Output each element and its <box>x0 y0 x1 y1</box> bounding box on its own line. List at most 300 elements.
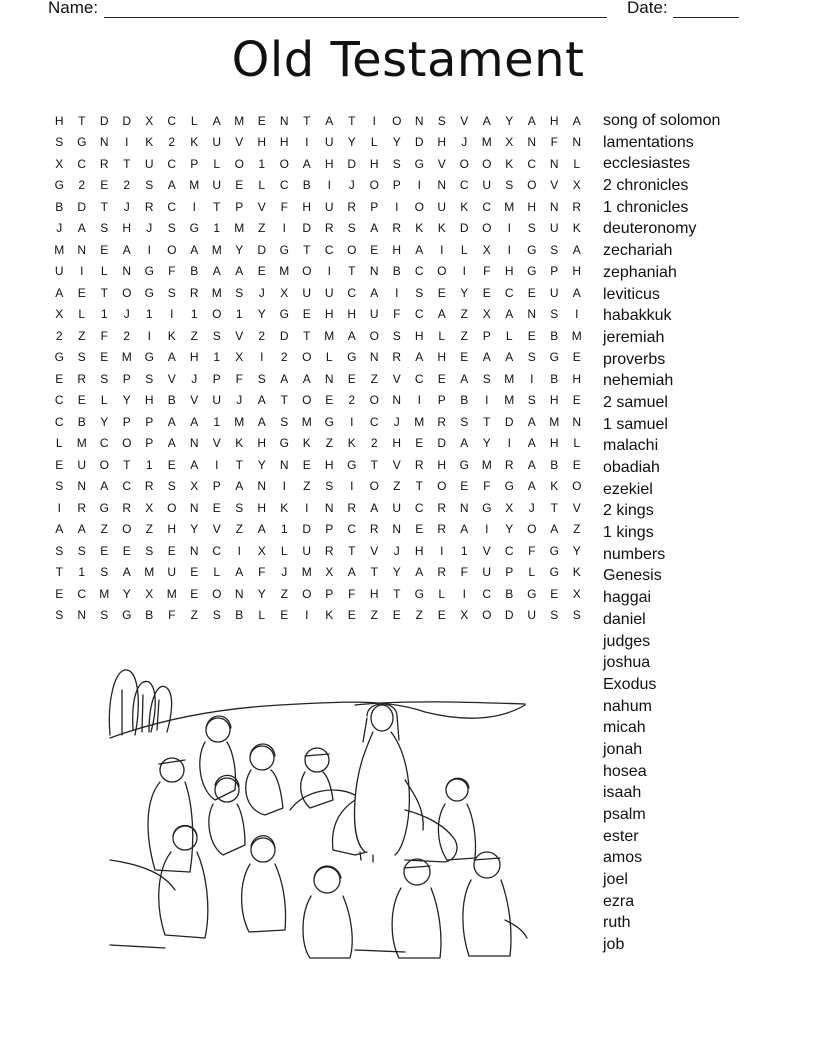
grid-letter[interactable]: D <box>77 199 87 214</box>
grid-letter[interactable]: S <box>100 371 109 386</box>
grid-letter[interactable]: C <box>122 479 132 494</box>
grid-letter[interactable]: A <box>415 565 424 580</box>
grid-letter[interactable]: D <box>459 221 469 236</box>
grid-letter[interactable]: H <box>324 307 334 322</box>
grid-letter[interactable]: Z <box>303 479 311 494</box>
grid-letter[interactable]: O <box>392 113 402 128</box>
grid-letter[interactable]: R <box>437 500 447 515</box>
grid-letter[interactable]: P <box>325 522 334 537</box>
grid-letter[interactable]: 2 <box>258 328 266 343</box>
grid-letter[interactable]: I <box>305 500 309 515</box>
grid-letter[interactable]: A <box>190 414 199 429</box>
grid-letter[interactable]: G <box>347 457 357 472</box>
grid-letter[interactable]: A <box>527 113 536 128</box>
grid-letter[interactable]: V <box>482 543 491 558</box>
grid-letter[interactable]: S <box>145 371 154 386</box>
grid-letter[interactable]: A <box>460 522 469 537</box>
grid-letter[interactable]: Z <box>415 608 423 623</box>
grid-letter[interactable]: I <box>170 307 174 322</box>
grid-letter[interactable]: U <box>302 285 312 300</box>
grid-letter[interactable]: A <box>505 307 514 322</box>
grid-letter[interactable]: K <box>460 199 469 214</box>
grid-letter[interactable]: L <box>438 586 446 601</box>
grid-letter[interactable]: N <box>572 135 582 150</box>
grid-letter[interactable]: N <box>189 436 199 451</box>
grid-letter[interactable]: S <box>167 479 176 494</box>
grid-letter[interactable]: I <box>282 221 286 236</box>
grid-letter[interactable]: A <box>415 350 424 365</box>
grid-letter[interactable]: H <box>527 199 537 214</box>
grid-letter[interactable]: T <box>123 156 131 171</box>
grid-letter[interactable]: I <box>125 135 129 150</box>
grid-letter[interactable]: U <box>144 156 154 171</box>
grid-letter[interactable]: A <box>235 264 244 279</box>
grid-letter[interactable]: G <box>279 436 289 451</box>
grid-letter[interactable]: G <box>527 242 537 257</box>
grid-letter[interactable]: A <box>235 479 244 494</box>
grid-letter[interactable]: H <box>369 156 379 171</box>
grid-letter[interactable]: L <box>258 608 266 623</box>
grid-letter[interactable]: E <box>235 178 244 193</box>
grid-letter[interactable]: O <box>122 436 132 451</box>
grid-letter[interactable]: S <box>55 608 64 623</box>
grid-letter[interactable]: A <box>572 285 581 300</box>
grid-letter[interactable]: A <box>55 285 64 300</box>
grid-letter[interactable]: L <box>325 350 333 365</box>
grid-letter[interactable]: H <box>347 307 357 322</box>
grid-letter[interactable]: B <box>550 328 559 343</box>
grid-letter[interactable]: P <box>370 199 379 214</box>
grid-letter[interactable]: Y <box>122 586 131 601</box>
grid-letter[interactable]: S <box>505 178 514 193</box>
grid-letter[interactable]: M <box>481 135 492 150</box>
grid-letter[interactable]: B <box>145 608 154 623</box>
grid-letter[interactable]: Y <box>100 414 109 429</box>
grid-letter[interactable]: X <box>505 135 514 150</box>
grid-letter[interactable]: S <box>437 113 446 128</box>
grid-letter[interactable]: A <box>100 479 109 494</box>
grid-letter[interactable]: A <box>527 414 536 429</box>
grid-letter[interactable]: I <box>57 500 61 515</box>
grid-letter[interactable]: C <box>99 436 109 451</box>
grid-letter[interactable]: H <box>324 457 334 472</box>
grid-letter[interactable]: 2 <box>370 436 378 451</box>
grid-letter[interactable]: O <box>167 242 177 257</box>
grid-letter[interactable]: P <box>437 393 446 408</box>
grid-letter[interactable]: R <box>77 500 87 515</box>
grid-letter[interactable]: L <box>190 113 198 128</box>
grid-letter[interactable]: X <box>460 608 469 623</box>
grid-letter[interactable]: A <box>257 393 266 408</box>
grid-letter[interactable]: E <box>415 436 424 451</box>
grid-letter[interactable]: V <box>392 457 401 472</box>
grid-letter[interactable]: E <box>482 285 491 300</box>
grid-letter[interactable]: O <box>369 328 379 343</box>
grid-letter[interactable]: G <box>189 221 199 236</box>
grid-letter[interactable]: C <box>414 500 424 515</box>
grid-letter[interactable]: R <box>324 221 334 236</box>
grid-letter[interactable]: A <box>325 113 334 128</box>
grid-letter[interactable]: D <box>347 156 357 171</box>
grid-letter[interactable]: C <box>324 242 334 257</box>
grid-letter[interactable]: M <box>234 113 245 128</box>
grid-letter[interactable]: C <box>414 307 424 322</box>
grid-letter[interactable]: E <box>77 285 86 300</box>
grid-letter[interactable]: X <box>145 586 154 601</box>
grid-letter[interactable]: N <box>527 135 537 150</box>
grid-letter[interactable]: E <box>100 178 109 193</box>
grid-letter[interactable]: P <box>550 264 559 279</box>
grid-letter[interactable]: H <box>549 393 559 408</box>
grid-letter[interactable]: B <box>392 264 401 279</box>
grid-letter[interactable]: R <box>324 543 334 558</box>
grid-letter[interactable]: C <box>414 371 424 386</box>
grid-letter[interactable]: Z <box>370 371 378 386</box>
grid-letter[interactable]: 1 <box>78 565 86 580</box>
grid-letter[interactable]: O <box>167 500 177 515</box>
grid-letter[interactable]: P <box>212 479 221 494</box>
grid-letter[interactable]: D <box>302 522 312 537</box>
grid-letter[interactable]: P <box>190 156 199 171</box>
grid-letter[interactable]: J <box>461 135 468 150</box>
grid-letter[interactable]: H <box>279 135 289 150</box>
grid-letter[interactable]: H <box>257 135 267 150</box>
grid-letter[interactable]: R <box>144 199 154 214</box>
grid-letter[interactable]: O <box>369 393 379 408</box>
grid-letter[interactable]: H <box>302 199 312 214</box>
grid-letter[interactable]: C <box>167 156 177 171</box>
grid-letter[interactable]: 1 <box>100 307 108 322</box>
grid-letter[interactable]: J <box>123 199 130 214</box>
grid-letter[interactable]: Y <box>235 242 244 257</box>
grid-letter[interactable]: H <box>437 350 447 365</box>
grid-letter[interactable]: S <box>145 543 154 558</box>
grid-letter[interactable]: J <box>281 565 288 580</box>
grid-letter[interactable]: A <box>55 522 64 537</box>
grid-letter[interactable]: M <box>571 328 582 343</box>
grid-letter[interactable]: H <box>437 457 447 472</box>
grid-letter[interactable]: F <box>258 565 266 580</box>
grid-letter[interactable]: S <box>55 543 64 558</box>
grid-letter[interactable]: M <box>504 199 515 214</box>
grid-letter[interactable]: M <box>99 586 110 601</box>
grid-letter[interactable]: M <box>121 350 132 365</box>
grid-letter[interactable]: A <box>347 328 356 343</box>
date-field[interactable] <box>673 17 739 18</box>
grid-letter[interactable]: S <box>100 221 109 236</box>
grid-letter[interactable]: L <box>505 328 513 343</box>
grid-letter[interactable]: A <box>527 457 536 472</box>
grid-letter[interactable]: 1 <box>213 414 221 429</box>
grid-letter[interactable]: R <box>144 479 154 494</box>
grid-letter[interactable]: S <box>167 221 176 236</box>
grid-letter[interactable]: T <box>348 113 356 128</box>
grid-letter[interactable]: Z <box>78 328 86 343</box>
grid-letter[interactable]: O <box>212 586 222 601</box>
grid-letter[interactable]: D <box>414 135 424 150</box>
grid-letter[interactable]: N <box>392 393 402 408</box>
grid-letter[interactable]: A <box>167 436 176 451</box>
grid-letter[interactable]: G <box>144 350 154 365</box>
grid-letter[interactable]: S <box>212 608 221 623</box>
grid-letter[interactable]: 1 <box>258 156 266 171</box>
grid-letter[interactable]: M <box>481 457 492 472</box>
grid-letter[interactable]: C <box>482 586 492 601</box>
grid-letter[interactable]: L <box>213 156 221 171</box>
grid-letter[interactable]: A <box>550 522 559 537</box>
grid-letter[interactable]: L <box>55 436 63 451</box>
grid-letter[interactable]: A <box>212 113 221 128</box>
grid-letter[interactable]: I <box>192 199 196 214</box>
grid-letter[interactable]: K <box>550 479 559 494</box>
grid-letter[interactable]: Y <box>505 522 514 537</box>
grid-letter[interactable]: A <box>527 479 536 494</box>
grid-letter[interactable]: E <box>527 285 536 300</box>
grid-letter[interactable]: I <box>507 436 511 451</box>
grid-letter[interactable]: L <box>370 135 378 150</box>
grid-letter[interactable]: E <box>572 393 581 408</box>
grid-letter[interactable]: O <box>234 156 244 171</box>
grid-letter[interactable]: N <box>324 371 334 386</box>
grid-letter[interactable]: R <box>437 414 447 429</box>
grid-letter[interactable]: D <box>302 221 312 236</box>
grid-letter[interactable]: A <box>77 221 86 236</box>
grid-letter[interactable]: M <box>301 565 312 580</box>
grid-letter[interactable]: B <box>235 608 244 623</box>
grid-letter[interactable]: K <box>167 328 176 343</box>
grid-letter[interactable]: J <box>258 285 265 300</box>
grid-letter[interactable]: T <box>213 199 221 214</box>
grid-letter[interactable]: A <box>482 113 491 128</box>
grid-letter[interactable]: X <box>572 178 581 193</box>
grid-letter[interactable]: E <box>302 307 311 322</box>
grid-letter[interactable]: N <box>414 113 424 128</box>
grid-letter[interactable]: N <box>122 264 132 279</box>
grid-letter[interactable]: V <box>460 113 469 128</box>
grid-letter[interactable]: 2 <box>123 178 131 193</box>
grid-letter[interactable]: Y <box>347 135 356 150</box>
grid-letter[interactable]: K <box>190 135 199 150</box>
grid-letter[interactable]: E <box>437 608 446 623</box>
grid-letter[interactable]: J <box>56 221 63 236</box>
grid-letter[interactable]: I <box>395 285 399 300</box>
grid-letter[interactable]: U <box>302 543 312 558</box>
grid-letter[interactable]: L <box>100 393 108 408</box>
grid-letter[interactable]: B <box>190 264 199 279</box>
grid-letter[interactable]: Z <box>460 328 468 343</box>
grid-letter[interactable]: R <box>122 500 132 515</box>
grid-letter[interactable]: R <box>99 156 109 171</box>
grid-letter[interactable]: F <box>100 328 108 343</box>
grid-letter[interactable]: Z <box>190 608 198 623</box>
grid-letter[interactable]: H <box>504 264 514 279</box>
grid-letter[interactable]: X <box>145 500 154 515</box>
grid-letter[interactable]: V <box>392 371 401 386</box>
grid-letter[interactable]: S <box>257 371 266 386</box>
grid-letter[interactable]: E <box>122 543 131 558</box>
grid-letter[interactable]: S <box>280 414 289 429</box>
grid-letter[interactable]: 2 <box>55 328 63 343</box>
grid-letter[interactable]: F <box>168 608 176 623</box>
grid-letter[interactable]: N <box>369 350 379 365</box>
grid-letter[interactable]: D <box>504 414 514 429</box>
grid-letter[interactable]: M <box>504 371 515 386</box>
grid-letter[interactable]: S <box>415 285 424 300</box>
grid-letter[interactable]: E <box>212 500 221 515</box>
grid-letter[interactable]: I <box>507 242 511 257</box>
grid-letter[interactable]: P <box>122 414 131 429</box>
grid-letter[interactable]: N <box>437 178 447 193</box>
grid-letter[interactable]: G <box>549 543 559 558</box>
grid-letter[interactable]: J <box>393 543 400 558</box>
grid-letter[interactable]: N <box>234 586 244 601</box>
grid-letter[interactable]: E <box>437 285 446 300</box>
grid-letter[interactable]: G <box>459 457 469 472</box>
grid-letter[interactable]: I <box>440 543 444 558</box>
grid-letter[interactable]: J <box>236 393 243 408</box>
grid-letter[interactable]: A <box>77 522 86 537</box>
grid-letter[interactable]: P <box>145 414 154 429</box>
grid-letter[interactable]: E <box>460 350 469 365</box>
grid-letter[interactable]: M <box>279 264 290 279</box>
grid-letter[interactable]: E <box>347 608 356 623</box>
grid-letter[interactable]: O <box>572 479 582 494</box>
grid-letter[interactable]: A <box>460 436 469 451</box>
grid-letter[interactable]: N <box>279 457 289 472</box>
grid-letter[interactable]: F <box>168 264 176 279</box>
grid-letter[interactable]: C <box>167 113 177 128</box>
grid-letter[interactable]: E <box>100 350 109 365</box>
grid-letter[interactable]: K <box>505 156 514 171</box>
grid-letter[interactable]: G <box>527 264 537 279</box>
grid-letter[interactable]: L <box>573 156 581 171</box>
grid-letter[interactable]: S <box>460 414 469 429</box>
grid-letter[interactable]: U <box>324 135 334 150</box>
grid-letter[interactable]: T <box>415 479 423 494</box>
grid-letter[interactable]: H <box>54 113 64 128</box>
grid-letter[interactable]: E <box>527 328 536 343</box>
grid-letter[interactable]: T <box>55 565 63 580</box>
grid-letter[interactable]: N <box>549 199 559 214</box>
grid-letter[interactable]: Y <box>257 307 266 322</box>
grid-letter[interactable]: 2 <box>348 393 356 408</box>
grid-letter[interactable]: J <box>348 178 355 193</box>
grid-letter[interactable]: U <box>212 135 222 150</box>
grid-letter[interactable]: Y <box>460 285 469 300</box>
grid-letter[interactable]: T <box>78 113 86 128</box>
grid-letter[interactable]: H <box>414 543 424 558</box>
grid-letter[interactable]: X <box>257 543 266 558</box>
grid-letter[interactable]: S <box>100 565 109 580</box>
grid-letter[interactable]: I <box>350 479 354 494</box>
grid-letter[interactable]: M <box>324 328 335 343</box>
grid-letter[interactable]: Z <box>100 522 108 537</box>
grid-letter[interactable]: O <box>302 586 312 601</box>
grid-letter[interactable]: E <box>257 113 266 128</box>
grid-letter[interactable]: H <box>167 522 177 537</box>
grid-letter[interactable]: O <box>99 457 109 472</box>
grid-letter[interactable]: B <box>505 586 514 601</box>
grid-letter[interactable]: Z <box>325 436 333 451</box>
grid-letter[interactable]: V <box>190 393 199 408</box>
grid-letter[interactable]: 2 <box>78 178 86 193</box>
grid-letter[interactable]: M <box>54 242 65 257</box>
grid-letter[interactable]: A <box>212 264 221 279</box>
grid-letter[interactable]: O <box>459 156 469 171</box>
grid-letter[interactable]: U <box>212 393 222 408</box>
grid-letter[interactable]: Z <box>280 586 288 601</box>
grid-letter[interactable]: G <box>144 285 154 300</box>
grid-letter[interactable]: T <box>235 457 243 472</box>
grid-letter[interactable]: I <box>327 264 331 279</box>
grid-letter[interactable]: I <box>575 307 579 322</box>
grid-letter[interactable]: K <box>572 221 581 236</box>
grid-letter[interactable]: F <box>280 199 288 214</box>
grid-letter[interactable]: O <box>122 522 132 537</box>
grid-letter[interactable]: O <box>527 178 537 193</box>
grid-letter[interactable]: N <box>369 264 379 279</box>
grid-letter[interactable]: I <box>440 242 444 257</box>
grid-letter[interactable]: S <box>572 608 581 623</box>
grid-letter[interactable]: R <box>414 457 424 472</box>
grid-letter[interactable]: O <box>437 479 447 494</box>
grid-letter[interactable]: T <box>100 285 108 300</box>
grid-letter[interactable]: N <box>549 156 559 171</box>
grid-letter[interactable]: K <box>235 436 244 451</box>
grid-letter[interactable]: K <box>325 608 334 623</box>
grid-letter[interactable]: X <box>572 586 581 601</box>
grid-letter[interactable]: A <box>505 350 514 365</box>
grid-letter[interactable]: R <box>77 371 87 386</box>
grid-letter[interactable]: E <box>392 608 401 623</box>
grid-letter[interactable]: 1 <box>213 350 221 365</box>
grid-letter[interactable]: O <box>369 178 379 193</box>
grid-letter[interactable]: J <box>146 221 153 236</box>
grid-letter[interactable]: O <box>122 285 132 300</box>
grid-letter[interactable]: I <box>530 371 534 386</box>
grid-letter[interactable]: C <box>459 178 469 193</box>
grid-letter[interactable]: A <box>280 371 289 386</box>
grid-letter[interactable]: Y <box>392 565 401 580</box>
grid-letter[interactable]: S <box>550 242 559 257</box>
grid-letter[interactable]: P <box>392 178 401 193</box>
grid-letter[interactable]: U <box>369 307 379 322</box>
grid-letter[interactable]: S <box>482 371 491 386</box>
grid-letter[interactable]: D <box>257 242 267 257</box>
grid-letter[interactable]: Z <box>460 307 468 322</box>
grid-letter[interactable]: G <box>324 414 334 429</box>
grid-letter[interactable]: V <box>212 522 221 537</box>
grid-letter[interactable]: I <box>147 242 151 257</box>
grid-letter[interactable]: I <box>462 586 466 601</box>
grid-letter[interactable]: U <box>549 221 559 236</box>
grid-letter[interactable]: Z <box>190 328 198 343</box>
grid-letter[interactable]: S <box>392 156 401 171</box>
grid-letter[interactable]: J <box>123 307 130 322</box>
grid-letter[interactable]: E <box>100 242 109 257</box>
grid-letter[interactable]: U <box>324 285 334 300</box>
grid-letter[interactable]: K <box>415 221 424 236</box>
grid-letter[interactable]: O <box>212 307 222 322</box>
grid-letter[interactable]: I <box>305 135 309 150</box>
grid-letter[interactable]: T <box>303 113 311 128</box>
grid-letter[interactable]: G <box>54 350 64 365</box>
grid-letter[interactable]: L <box>573 436 581 451</box>
grid-letter[interactable]: C <box>54 414 64 429</box>
grid-letter[interactable]: E <box>55 586 64 601</box>
grid-letter[interactable]: Y <box>257 457 266 472</box>
grid-letter[interactable]: O <box>437 264 447 279</box>
